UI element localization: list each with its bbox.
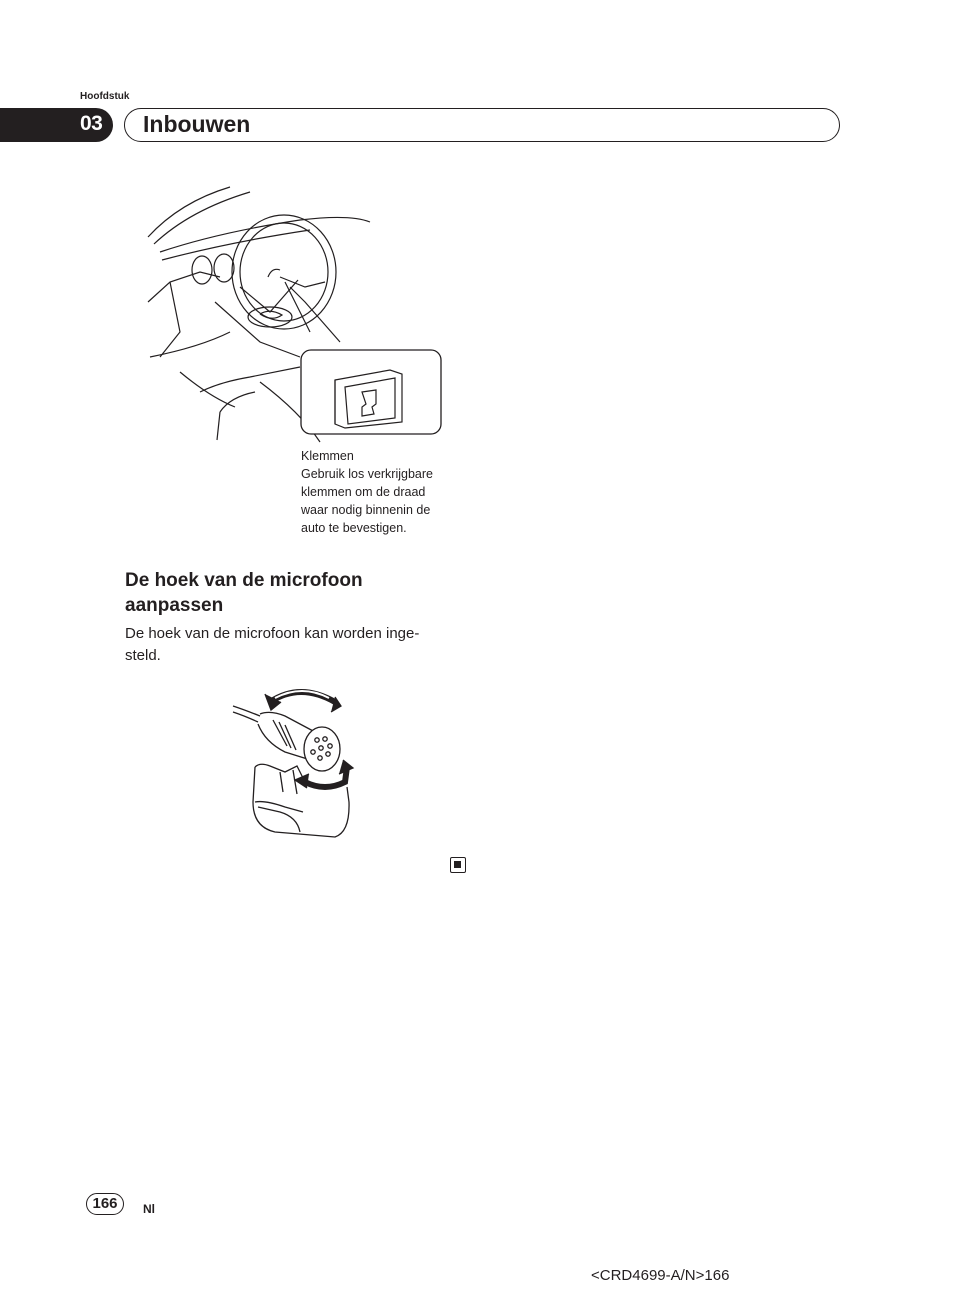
- section-body: [125, 623, 455, 667]
- caption-line: Gebruik los verkrijgbare: [301, 467, 433, 481]
- microphone-angle-illustration: [225, 682, 360, 847]
- language-code: Nl: [143, 1202, 155, 1216]
- caption-line: klemmen om de draad: [301, 485, 426, 499]
- section-title-line: De hoek van de microfoon: [125, 570, 363, 591]
- clamp-caption: [301, 447, 461, 537]
- chapter-number: 03: [80, 112, 103, 135]
- chapter-title: Inbouwen: [143, 111, 251, 137]
- caption-title: Klemmen: [301, 449, 354, 463]
- section-title: [125, 568, 455, 618]
- document-code: <CRD4699-A/N>166: [591, 1267, 730, 1284]
- page-number: 166: [92, 1195, 118, 1212]
- section-title-line: aanpassen: [125, 595, 224, 616]
- body-line: De hoek van de microfoon kan worden inge-: [125, 625, 420, 642]
- dashboard-clamp-illustration: [140, 182, 450, 444]
- body-line: steld.: [125, 647, 161, 664]
- caption-line: auto te bevestigen.: [301, 521, 407, 535]
- caption-line: waar nodig binnenin de: [301, 503, 431, 517]
- section-end-icon: [450, 857, 466, 873]
- chapter-label: Hoofdstuk: [80, 91, 130, 102]
